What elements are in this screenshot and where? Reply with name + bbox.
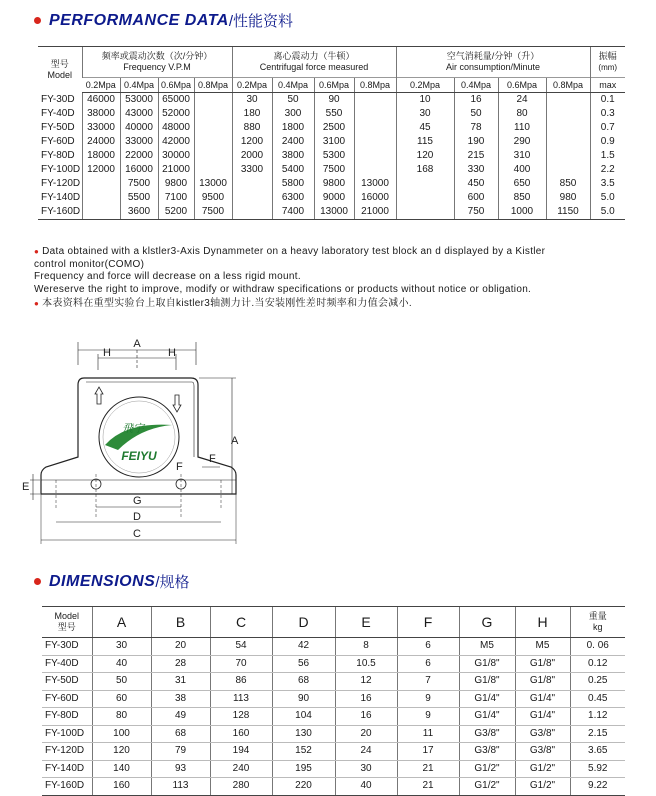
label-a-vertical: A xyxy=(231,435,239,447)
note-line: Wereserve the right to improve, modify or withdraw specifications or products without notice or obligation. xyxy=(34,283,532,295)
weight-cell: 1.12 xyxy=(570,708,625,726)
dim-header-e: E xyxy=(335,607,397,638)
label-e: E xyxy=(22,481,30,493)
pressure-header-row xyxy=(38,78,625,93)
value-cell: 168 xyxy=(396,163,454,177)
model-cell: FY-50D xyxy=(42,673,92,691)
dim-header-g: G xyxy=(459,607,515,638)
dim-header-c: C xyxy=(210,607,272,638)
value-cell: 400 xyxy=(498,163,546,177)
value-cell: 2500 xyxy=(314,121,354,135)
value-cell xyxy=(354,135,396,149)
model-cell: FY-80D xyxy=(42,708,92,726)
value-cell: 120 xyxy=(92,743,151,761)
value-cell: G1/8" xyxy=(515,655,570,673)
table-row xyxy=(42,708,625,726)
amplitude-cell: 5.0 xyxy=(590,191,625,205)
air-header: 空气消耗量/分钟（升） Air consumption/Minute xyxy=(396,47,590,78)
value-cell: 30 xyxy=(335,760,397,778)
model-header: Model 型号 xyxy=(42,607,92,638)
brand-cn-logo: 飛宇 xyxy=(122,423,144,435)
value-cell: G1/4" xyxy=(459,690,515,708)
note-line: control monitor(COMO) xyxy=(34,258,145,270)
value-cell: G1/2" xyxy=(515,778,570,796)
pressure-header: 0.4Mpa xyxy=(272,78,314,93)
performance-title-cn: /性能资料 xyxy=(228,13,294,30)
value-cell: 42 xyxy=(272,638,335,656)
value-cell xyxy=(396,205,454,220)
value-cell: 450 xyxy=(454,177,498,191)
amplitude-header: 振幅 (mm) xyxy=(590,47,625,78)
value-cell: 1000 xyxy=(498,205,546,220)
value-cell: 130 xyxy=(272,725,335,743)
bullet-dot-icon xyxy=(34,578,41,585)
value-cell xyxy=(194,107,232,121)
value-cell xyxy=(232,177,272,191)
weight-cell: 3.65 xyxy=(570,743,625,761)
value-cell: 11 xyxy=(397,725,459,743)
value-cell xyxy=(546,93,590,108)
amplitude-max-header: max xyxy=(590,78,625,93)
amplitude-cell: 0.9 xyxy=(590,135,625,149)
value-cell: 50 xyxy=(272,93,314,108)
bullet-dot-icon xyxy=(34,17,41,24)
value-cell: 2000 xyxy=(232,149,272,163)
notes-block xyxy=(34,246,624,311)
model-cell: FY-40D xyxy=(41,108,75,119)
value-cell: 110 xyxy=(498,121,546,135)
value-cell: G1/2" xyxy=(459,778,515,796)
model-cell: FY-60D xyxy=(42,690,92,708)
dim-header-a: A xyxy=(92,607,151,638)
value-cell: 18000 xyxy=(82,149,120,163)
model-cell: FY-160D xyxy=(42,778,92,796)
value-cell: 7500 xyxy=(194,205,232,220)
value-cell: 33000 xyxy=(120,135,158,149)
model-cell: FY-60D xyxy=(41,136,75,147)
value-cell: 38 xyxy=(151,690,210,708)
pressure-header: 0.8Mpa xyxy=(354,78,396,93)
amplitude-cell: 0.7 xyxy=(590,121,625,135)
value-cell: 42000 xyxy=(158,135,194,149)
label-f-right: F xyxy=(209,453,216,465)
note-line: Data obtained with a klstler3-Axis Dynammeter on a heavy laboratory test block an d displayed by a Kistler xyxy=(42,246,546,257)
pressure-header: 0.2Mpa xyxy=(396,78,454,93)
value-cell: 3600 xyxy=(120,205,158,220)
value-cell: 115 xyxy=(396,135,454,149)
value-cell: 160 xyxy=(92,778,151,796)
value-cell: 1800 xyxy=(272,121,314,135)
value-cell: 52000 xyxy=(158,107,194,121)
table-row xyxy=(42,778,625,796)
value-cell: 16 xyxy=(335,708,397,726)
value-cell: 40000 xyxy=(120,121,158,135)
value-cell: 21 xyxy=(397,760,459,778)
value-cell: 50 xyxy=(92,673,151,691)
value-cell xyxy=(354,149,396,163)
dimensions-title-en: DIMENSIONS xyxy=(49,572,156,590)
weight-header: 重量 kg xyxy=(570,607,625,638)
value-cell: 38000 xyxy=(82,107,120,121)
value-cell: 220 xyxy=(272,778,335,796)
value-cell: 310 xyxy=(498,149,546,163)
value-cell: 9 xyxy=(397,708,459,726)
value-cell: 50 xyxy=(454,107,498,121)
pressure-header: 0.6Mpa xyxy=(158,78,194,93)
value-cell: 5300 xyxy=(314,149,354,163)
value-cell: 120 xyxy=(396,149,454,163)
value-cell: 13000 xyxy=(354,177,396,191)
value-cell xyxy=(194,93,232,108)
model-cell: FY-140D xyxy=(41,192,81,203)
value-cell: 190 xyxy=(454,135,498,149)
value-cell: 330 xyxy=(454,163,498,177)
value-cell: 53000 xyxy=(120,93,158,108)
value-cell: 22000 xyxy=(120,149,158,163)
value-cell: 3100 xyxy=(314,135,354,149)
value-cell: 290 xyxy=(498,135,546,149)
value-cell: 80 xyxy=(92,708,151,726)
brand-en-logo: FEIYU xyxy=(121,449,157,463)
pressure-header: 0.6Mpa xyxy=(498,78,546,93)
value-cell: 100 xyxy=(92,725,151,743)
value-cell: 5200 xyxy=(158,205,194,220)
value-cell xyxy=(82,177,120,191)
value-cell: 550 xyxy=(314,107,354,121)
value-cell xyxy=(194,149,232,163)
value-cell: 215 xyxy=(454,149,498,163)
value-cell: 600 xyxy=(454,191,498,205)
value-cell: 300 xyxy=(272,107,314,121)
value-cell: 9 xyxy=(397,690,459,708)
performance-table xyxy=(38,46,625,220)
value-cell: 9800 xyxy=(158,177,194,191)
value-cell: 6 xyxy=(397,655,459,673)
value-cell: 16 xyxy=(335,690,397,708)
value-cell: G1/8" xyxy=(459,673,515,691)
value-cell: G3/8" xyxy=(515,725,570,743)
pressure-header: 0.6Mpa xyxy=(314,78,354,93)
value-cell: 6 xyxy=(397,638,459,656)
weight-cell: 0.45 xyxy=(570,690,625,708)
value-cell xyxy=(546,135,590,149)
performance-title xyxy=(34,10,293,31)
frequency-header: 频率或震动次数（次/分钟） Frequency V.P.M xyxy=(82,47,232,78)
dim-header-f: F xyxy=(397,607,459,638)
model-cell: FY-80D xyxy=(41,150,75,161)
pressure-header: 0.4Mpa xyxy=(120,78,158,93)
value-cell: 45 xyxy=(396,121,454,135)
value-cell: 3300 xyxy=(232,163,272,177)
label-a: A xyxy=(133,338,141,350)
value-cell xyxy=(546,163,590,177)
value-cell: M5 xyxy=(515,638,570,656)
pressure-header: 0.8Mpa xyxy=(546,78,590,93)
value-cell: 20 xyxy=(151,638,210,656)
table-row xyxy=(42,638,625,656)
value-cell: 7 xyxy=(397,673,459,691)
weight-cell: 2.15 xyxy=(570,725,625,743)
value-cell: 9500 xyxy=(194,191,232,205)
value-cell: 40 xyxy=(335,778,397,796)
amplitude-cell: 2.2 xyxy=(590,163,625,177)
value-cell: 140 xyxy=(92,760,151,778)
model-cell: FY-30D xyxy=(41,93,75,105)
value-cell: 21000 xyxy=(158,163,194,177)
value-cell: 28 xyxy=(151,655,210,673)
value-cell: 2400 xyxy=(272,135,314,149)
label-g: G xyxy=(133,495,142,507)
value-cell: 9000 xyxy=(314,191,354,205)
amplitude-cell: 5.0 xyxy=(590,205,625,220)
model-cell: FY-30D xyxy=(42,638,92,656)
value-cell: 180 xyxy=(232,107,272,121)
dimensions-header-row xyxy=(42,607,625,638)
amplitude-cell: 0.1 xyxy=(590,93,625,108)
amplitude-cell: 3.5 xyxy=(590,177,625,191)
weight-cell: 9.22 xyxy=(570,778,625,796)
value-cell: M5 xyxy=(459,638,515,656)
model-header: 型号 Model xyxy=(38,47,82,93)
value-cell: 31 xyxy=(151,673,210,691)
note-line-cn: 本表资料在重型实验台上取自kistler3轴测力计.当安装刚性差时频率和力值会减小. xyxy=(42,298,412,309)
value-cell: 8 xyxy=(335,638,397,656)
value-cell: 12000 xyxy=(82,163,120,177)
label-c: C xyxy=(133,528,141,540)
pressure-header: 0.2Mpa xyxy=(82,78,120,93)
value-cell: 280 xyxy=(210,778,272,796)
value-cell: 21 xyxy=(397,778,459,796)
value-cell: 17 xyxy=(397,743,459,761)
value-cell: 54 xyxy=(210,638,272,656)
value-cell: 195 xyxy=(272,760,335,778)
value-cell: 880 xyxy=(232,121,272,135)
amplitude-cell: 1.5 xyxy=(590,149,625,163)
value-cell: 13000 xyxy=(314,205,354,220)
bullet-dot-icon: ● xyxy=(34,247,40,256)
value-cell: 78 xyxy=(454,121,498,135)
table-row xyxy=(42,725,625,743)
value-cell xyxy=(396,191,454,205)
value-cell: 16000 xyxy=(120,163,158,177)
weight-cell: 5.92 xyxy=(570,760,625,778)
value-cell: G3/8" xyxy=(515,743,570,761)
table-row xyxy=(38,149,625,163)
table-row xyxy=(38,163,625,177)
value-cell: 194 xyxy=(210,743,272,761)
value-cell xyxy=(546,121,590,135)
value-cell: 46000 xyxy=(82,93,120,108)
model-cell: FY-100D xyxy=(42,725,92,743)
dimensions-table xyxy=(42,606,625,796)
model-cell: FY-120D xyxy=(42,743,92,761)
table-row xyxy=(38,107,625,121)
value-cell: 104 xyxy=(272,708,335,726)
value-cell: 980 xyxy=(546,191,590,205)
value-cell: 240 xyxy=(210,760,272,778)
value-cell: 40 xyxy=(92,655,151,673)
value-cell: 21000 xyxy=(354,205,396,220)
value-cell: 160 xyxy=(210,725,272,743)
value-cell xyxy=(546,107,590,121)
label-f-left: F xyxy=(176,461,183,473)
value-cell xyxy=(82,205,120,220)
value-cell: 6300 xyxy=(272,191,314,205)
value-cell: 86 xyxy=(210,673,272,691)
value-cell: 750 xyxy=(454,205,498,220)
table-row xyxy=(42,690,625,708)
value-cell: 9800 xyxy=(314,177,354,191)
value-cell: 43000 xyxy=(120,107,158,121)
dim-header-b: B xyxy=(151,607,210,638)
value-cell: G1/2" xyxy=(515,760,570,778)
model-cell: FY-100D xyxy=(41,164,81,175)
value-cell xyxy=(546,149,590,163)
value-cell: 850 xyxy=(498,191,546,205)
value-cell xyxy=(354,93,396,108)
force-header: 离心震动力（牛顿） Centrifugal force measured xyxy=(232,47,396,78)
value-cell xyxy=(396,177,454,191)
table-row xyxy=(38,205,625,220)
value-cell: 16 xyxy=(454,93,498,108)
value-cell: G1/8" xyxy=(459,655,515,673)
table-row xyxy=(38,191,625,205)
value-cell xyxy=(232,191,272,205)
value-cell: G1/4" xyxy=(515,690,570,708)
table-row xyxy=(38,135,625,149)
value-cell: 16000 xyxy=(354,191,396,205)
value-cell: 3800 xyxy=(272,149,314,163)
value-cell: 30 xyxy=(232,93,272,108)
weight-cell: 0.25 xyxy=(570,673,625,691)
value-cell: G1/2" xyxy=(459,760,515,778)
value-cell: 93 xyxy=(151,760,210,778)
note-line: Frequency and force will decrease on a less rigid mount. xyxy=(34,271,301,282)
value-cell: 7100 xyxy=(158,191,194,205)
value-cell xyxy=(232,205,272,220)
model-cell: FY-140D xyxy=(42,760,92,778)
value-cell: 65000 xyxy=(158,93,194,108)
value-cell: 12 xyxy=(335,673,397,691)
value-cell: 70 xyxy=(210,655,272,673)
weight-cell: 0. 06 xyxy=(570,638,625,656)
model-cell: FY-50D xyxy=(41,122,75,133)
value-cell: 79 xyxy=(151,743,210,761)
amplitude-cell: 0.3 xyxy=(590,107,625,121)
value-cell: G3/8" xyxy=(459,725,515,743)
label-d: D xyxy=(133,511,141,523)
dim-header-h: H xyxy=(515,607,570,638)
value-cell: 113 xyxy=(210,690,272,708)
value-cell: 7400 xyxy=(272,205,314,220)
dimensions-title-cn: /规格 xyxy=(155,574,190,591)
pressure-header: 0.4Mpa xyxy=(454,78,498,93)
value-cell: G1/8" xyxy=(515,673,570,691)
performance-title-en: PERFORMANCE DATA xyxy=(49,11,229,29)
value-cell: 90 xyxy=(272,690,335,708)
value-cell: 49 xyxy=(151,708,210,726)
value-cell: 113 xyxy=(151,778,210,796)
value-cell: 24000 xyxy=(82,135,120,149)
value-cell: 10 xyxy=(396,93,454,108)
table-row xyxy=(42,673,625,691)
value-cell xyxy=(82,191,120,205)
pressure-header: 0.8Mpa xyxy=(194,78,232,93)
value-cell: 24 xyxy=(498,93,546,108)
value-cell: 33000 xyxy=(82,121,120,135)
table-row xyxy=(38,121,625,135)
pressure-header: 0.2Mpa xyxy=(232,78,272,93)
value-cell xyxy=(194,121,232,135)
value-cell: 80 xyxy=(498,107,546,121)
value-cell: 10.5 xyxy=(335,655,397,673)
table-row xyxy=(38,177,625,191)
value-cell: 5800 xyxy=(272,177,314,191)
weight-cell: 0.12 xyxy=(570,655,625,673)
table-row xyxy=(42,743,625,761)
model-cell: FY-160D xyxy=(38,205,82,220)
dimension-drawing xyxy=(0,330,260,555)
value-cell: 5500 xyxy=(120,191,158,205)
value-cell: 24 xyxy=(335,743,397,761)
table-row xyxy=(42,655,625,673)
value-cell: 7500 xyxy=(314,163,354,177)
value-cell: 850 xyxy=(546,177,590,191)
value-cell: 650 xyxy=(498,177,546,191)
dimensions-title xyxy=(34,571,190,592)
value-cell: 20 xyxy=(335,725,397,743)
label-h-left: H xyxy=(103,347,111,359)
value-cell: G3/8" xyxy=(459,743,515,761)
value-cell: 68 xyxy=(272,673,335,691)
value-cell xyxy=(194,135,232,149)
value-cell: 30 xyxy=(92,638,151,656)
value-cell: 7500 xyxy=(120,177,158,191)
model-cell: FY-40D xyxy=(42,655,92,673)
model-cell: FY-120D xyxy=(41,178,81,189)
value-cell: 1200 xyxy=(232,135,272,149)
value-cell xyxy=(354,121,396,135)
value-cell: G1/4" xyxy=(459,708,515,726)
value-cell xyxy=(354,107,396,121)
value-cell: 68 xyxy=(151,725,210,743)
value-cell: 30 xyxy=(396,107,454,121)
value-cell: 60 xyxy=(92,690,151,708)
value-cell: 5400 xyxy=(272,163,314,177)
value-cell: 48000 xyxy=(158,121,194,135)
value-cell xyxy=(354,163,396,177)
value-cell: 13000 xyxy=(194,177,232,191)
value-cell: 128 xyxy=(210,708,272,726)
value-cell xyxy=(194,163,232,177)
value-cell: G1/4" xyxy=(515,708,570,726)
value-cell: 30000 xyxy=(158,149,194,163)
value-cell: 152 xyxy=(272,743,335,761)
label-h-right: H xyxy=(168,347,176,359)
dim-header-d: D xyxy=(272,607,335,638)
table-row xyxy=(42,760,625,778)
bullet-dot-icon: ● xyxy=(34,299,40,308)
value-cell: 1150 xyxy=(546,205,590,220)
value-cell: 90 xyxy=(314,93,354,108)
table-row xyxy=(38,93,625,108)
value-cell: 56 xyxy=(272,655,335,673)
